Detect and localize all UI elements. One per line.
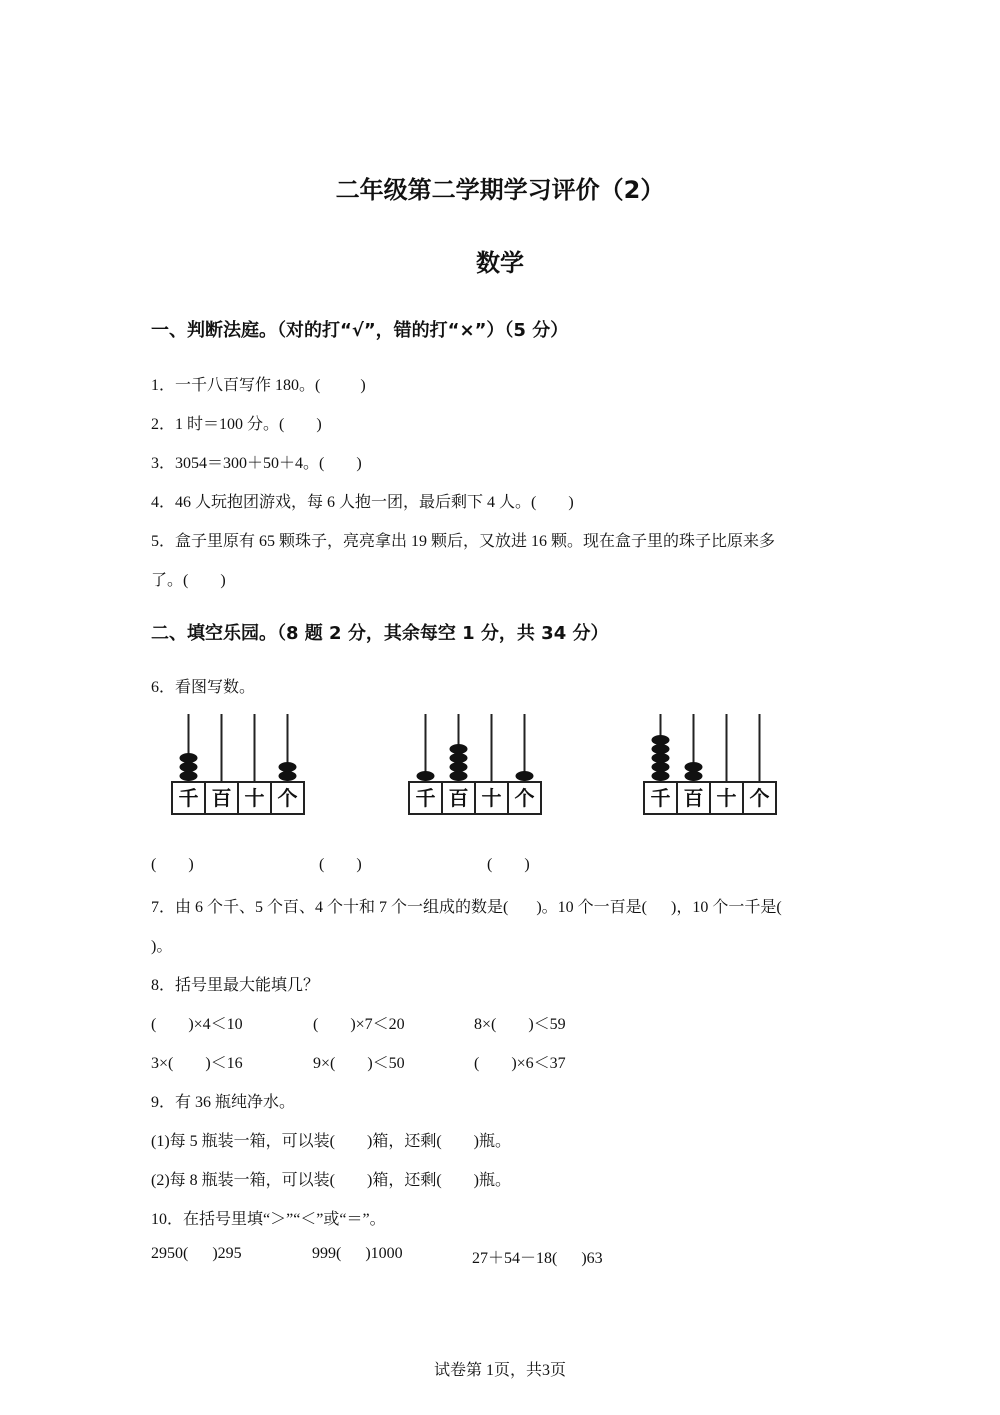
abacus-bead <box>450 771 468 781</box>
q2: 2．1 时＝100 分。( ) <box>151 416 322 433</box>
abacus-bead <box>279 771 297 781</box>
q4: 4．46 人玩抱团游戏，每 6 人抱一团，最后剩下 4 人。( ) <box>151 494 574 511</box>
abacus-3 <box>642 712 782 818</box>
page-title: 二年级第二学期学习评价（2） <box>335 176 665 204</box>
abacus-bead <box>180 753 198 763</box>
q10-c2: 999( )1000 <box>312 1245 403 1262</box>
q5-line1: 5．盒子里原有 65 颗珠子，亮亮拿出 19 颗后，又放进 16 颗。现在盒子里的珠子比原来多 <box>151 533 776 550</box>
abacus-2 <box>407 712 547 818</box>
q10-c3: 27＋54－18( )63 <box>472 1250 603 1267</box>
abacus-bead <box>652 771 670 781</box>
abacus-bead <box>450 753 468 763</box>
q9-2: (2)每 8 瓶装一箱，可以装( )箱，还剩( )瓶。 <box>151 1172 511 1189</box>
abacus-place-label: 个 <box>277 786 298 810</box>
q8-r2-c3: ( )×6＜37 <box>474 1055 566 1072</box>
abacus-bead <box>180 762 198 772</box>
abacus-place-label: 百 <box>448 786 469 810</box>
abacus-place-label: 百 <box>683 786 704 810</box>
q9: 9．有 36 瓶纯净水。 <box>151 1094 296 1111</box>
q7-line2: )。 <box>151 938 173 955</box>
q1: 1．一千八百写作 180。( ) <box>151 377 366 394</box>
q8-r1-c1: ( )×4＜10 <box>151 1016 243 1033</box>
abacus-bead <box>652 744 670 754</box>
section1-heading: 一、判断法庭。（对的打“√”，错的打“×”）（5 分） <box>151 320 569 341</box>
q8-r1-c2: ( )×7＜20 <box>313 1016 405 1033</box>
abacus-bead <box>685 771 703 781</box>
abacus-place-label: 个 <box>514 786 535 810</box>
q6-answer-2: ( ) <box>319 856 362 873</box>
abacus-1 <box>170 712 310 818</box>
abacus-bead <box>516 771 534 781</box>
q7-line1: 7．由 6 个千、5 个百、4 个十和 7 个一组成的数是( )。10 个一百是( )，10 个一千是( <box>151 899 782 916</box>
q10: 10．在括号里填“＞”“＜”或“＝”。 <box>151 1211 386 1228</box>
abacus-bead <box>685 762 703 772</box>
q6: 6．看图写数。 <box>151 679 256 696</box>
abacus-place-label: 十 <box>716 786 737 810</box>
abacus-place-label: 千 <box>415 786 436 810</box>
abacus-bead <box>652 762 670 772</box>
q6-answer-3: ( ) <box>487 856 530 873</box>
abacus-place-label: 十 <box>244 786 265 810</box>
abacus-bead <box>450 762 468 772</box>
abacus-bead <box>652 735 670 745</box>
q6-answer-1: ( ) <box>151 856 194 873</box>
abacus-place-label: 千 <box>178 786 199 810</box>
q10-c1: 2950( )295 <box>151 1245 242 1262</box>
abacus-bead <box>450 744 468 754</box>
q8-r2-c1: 3×( )＜16 <box>151 1055 243 1072</box>
q8-r2-c2: 9×( )＜50 <box>313 1055 405 1072</box>
abacus-bead <box>417 771 435 781</box>
q9-1: (1)每 5 瓶装一箱，可以装( )箱，还剩( )瓶。 <box>151 1133 511 1150</box>
abacus-bead <box>279 762 297 772</box>
q3: 3．3054＝300＋50＋4。( ) <box>151 455 362 472</box>
section2-heading: 二、填空乐园。（8 题 2 分，其余每空 1 分，共 34 分） <box>151 623 609 644</box>
abacus-place-label: 十 <box>481 786 502 810</box>
q5-line2: 了。( ) <box>151 572 226 589</box>
q8: 8．括号里最大能填几？ <box>151 977 320 994</box>
abacus-place-label: 百 <box>211 786 232 810</box>
abacus-bead <box>180 771 198 781</box>
abacus-place-label: 个 <box>749 786 770 810</box>
abacus-place-label: 千 <box>650 786 671 810</box>
q8-r1-c3: 8×( )＜59 <box>474 1016 566 1033</box>
abacus-bead <box>652 753 670 763</box>
subject-title: 数学 <box>476 249 524 277</box>
page-footer: 试卷第 1页，共3页 <box>433 1362 566 1379</box>
